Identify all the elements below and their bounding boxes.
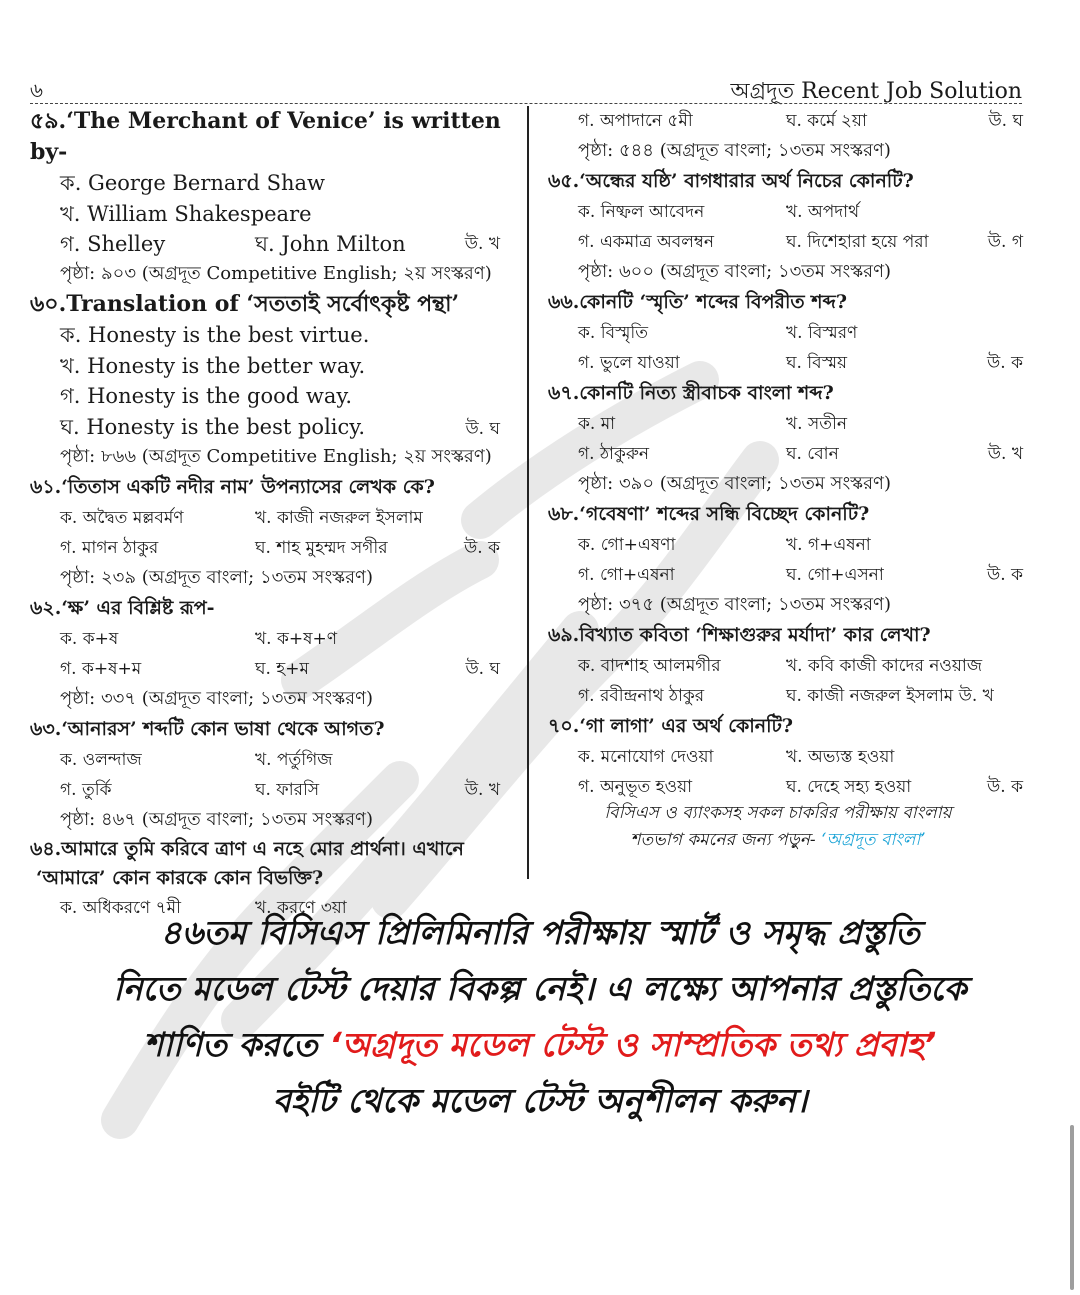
option: খ. কবি কাজী কাদের নওয়াজ [786, 656, 983, 676]
option-row [30, 775, 515, 805]
question-70 [548, 711, 1023, 802]
left-column [30, 106, 515, 923]
option: গ. অনুভূত হওয়া [578, 777, 693, 797]
option-row [548, 681, 1023, 711]
source-ref: পৃষ্ঠা: ৬০০ (অগ্রদূত বাংলা; ১৩তম সংস্করণ) [578, 261, 891, 282]
option-row [548, 772, 1023, 802]
answer: উ. ক [464, 538, 500, 558]
option: খ. সতীন [786, 414, 847, 434]
option-row [548, 651, 1023, 681]
answer: উ. খ [464, 780, 500, 800]
question-62 [30, 593, 515, 714]
question-59 [30, 106, 515, 289]
option-row [548, 530, 1023, 560]
option: খ. করণে ৩য়া [255, 898, 347, 918]
promo-line: ৪৬তম বিসিএস প্রিলিমিনারি পরীক্ষায় স্মার্ট ও সমৃদ্ধ প্রস্তুতি [160, 913, 920, 952]
book-note [548, 800, 1008, 854]
answer: উ. ক [987, 353, 1023, 373]
scrollbar[interactable] [1070, 1125, 1074, 1290]
question-text: ৬০.Translation of ‘সততাই সর্বোৎকৃষ্ট পন্থা’ [30, 291, 460, 317]
promo-line [70, 1017, 1010, 1073]
option: ক. গো+এষণা [578, 535, 676, 555]
question-text: ৬৮.‘গবেষণা’ শব্দের সন্ধি বিচ্ছেদ কোনটি? [548, 503, 870, 525]
option: ঘ. Honesty is the best policy. [60, 414, 366, 439]
option: ঘ. বোন [786, 444, 839, 464]
question-text-cont: ‘আমারে’ কোন কারকে কোন বিভক্তি? [36, 867, 324, 889]
option: ঘ. শাহ মুহম্মদ সগীর [255, 538, 388, 558]
answer: উ. খ [987, 444, 1023, 464]
option: ক. George Bernard Shaw [60, 171, 325, 195]
option-row [548, 742, 1023, 772]
option: খ. ক+ষ+ণ [255, 629, 338, 649]
option: ক. Honesty is the best virtue. [60, 323, 370, 347]
source-ref: পৃষ্ঠা: ৩৭৫ (অগ্রদূত বাংলা; ১৩তম সংস্করণ) [578, 594, 891, 615]
source-ref: পৃষ্ঠা: ৫৪৪ (অগ্রদূত বাংলা; ১৩তম সংস্করণ) [578, 140, 891, 161]
option-row [548, 560, 1023, 590]
option: ঘ. দিশেহারা হয়ে পরা [786, 232, 929, 252]
option: ক. মা [578, 414, 616, 434]
answer: উ. ঘ [988, 111, 1023, 131]
source-ref: পৃষ্ঠা: ৯০৩ (অগ্রদূত Competitive English; ২য় সংস্করণ) [60, 263, 492, 284]
question-text: ৬২.‘ক্ষ’ এর বিশ্লিষ্ট রূপ- [30, 597, 215, 619]
promo-line: বইটি থেকে মডেল টেস্ট অনুশীলন করুন। [272, 1081, 808, 1120]
right-column [548, 106, 1023, 802]
option: গ. ক+ষ+ম [60, 659, 142, 679]
option: ক. ক+ষ [60, 629, 119, 649]
note-book-title: ‘অগ্রদূত বাংলা’ [821, 830, 926, 850]
question-69 [548, 620, 1023, 711]
source-ref: পৃষ্ঠা: ৩৯০ (অগ্রদূত বাংলা; ১৩তম সংস্করণ) [578, 473, 891, 494]
option: খ. পর্তুগিজ [255, 750, 333, 770]
option-row [30, 533, 515, 563]
question-65 [548, 166, 1023, 287]
option-row [30, 229, 515, 259]
answer: উ. ঘ [465, 418, 500, 439]
option: ক. অদ্বৈত মল্লবর্মণ [60, 508, 184, 528]
option: ঘ. কাজী নজরুল ইসলাম উ. খ [786, 686, 994, 706]
question-text: ৬৭.কোনটি নিত্য স্ত্রীবাচক বাংলা শব্দ? [548, 382, 834, 404]
note-text: শতভাগ কমনের জন্য পড়ুন- [630, 830, 816, 850]
header-divider [30, 103, 1022, 104]
question-67 [548, 378, 1023, 499]
option: ক. ওলন্দাজ [60, 750, 142, 770]
option: গ. Shelley [60, 232, 166, 256]
option-row [30, 624, 515, 654]
source-ref: পৃষ্ঠা: ২৩৯ (অগ্রদূত বাংলা; ১৩তম সংস্করণ) [60, 567, 373, 588]
source-ref: পৃষ্ঠা: ৩৩৭ (অগ্রদূত বাংলা; ১৩তম সংস্করণ) [60, 688, 373, 709]
question-text: ৬৪.আমারে তুমি করিবে ত্রাণ এ নহে মোর প্রার্থনা। এখানে [30, 838, 464, 860]
option: গ. গো+এষনা [578, 565, 675, 585]
answer: উ. খ [464, 234, 500, 254]
promo-text: শাণিত করতে [143, 1025, 318, 1064]
promo-banner [70, 905, 1010, 1129]
option: ঘ. গো+এসনা [786, 565, 884, 585]
answer: উ. ক [987, 565, 1023, 585]
option: ঘ. দেহে সহ্য হওয়া [786, 777, 912, 797]
option: গ. ঠাকুরুন [578, 444, 650, 464]
option: ক. মনোযোগ দেওয়া [578, 747, 714, 767]
option: খ. বিস্মরণ [786, 323, 858, 343]
option-row [30, 503, 515, 533]
question-60 [30, 289, 515, 472]
question-text: ৬৩.‘আনারস’ শব্দটি কোন ভাষা থেকে আগত? [30, 718, 385, 740]
option-row [548, 409, 1023, 439]
option: খ. কাজী নজরুল ইসলাম [255, 508, 423, 528]
option: খ. অভ্যস্ত হওয়া [786, 747, 895, 767]
question-66 [548, 287, 1023, 378]
option-row [548, 106, 1023, 136]
option: গ. Honesty is the good way. [60, 384, 353, 408]
option-row [548, 439, 1023, 469]
option: খ. Honesty is the better way. [60, 353, 366, 378]
question-63 [30, 714, 515, 835]
option-row [30, 654, 515, 684]
question-text: ৬১.‘তিতাস একটি নদীর নাম’ উপন্যাসের লেখক কে? [30, 476, 435, 498]
option: ক. বিস্মৃতি [578, 323, 649, 343]
option: ক. নিষ্ফল আবেদন [578, 202, 705, 222]
question-text: ৫৯.‘The Merchant of Venice’ is written by- [30, 108, 501, 165]
option: গ. মাগন ঠাকুর [60, 538, 159, 558]
question-text: ৬৯.বিখ্যাত কবিতা ‘শিক্ষাগুরুর মর্যাদা’ কার লেখা? [548, 624, 931, 646]
option: ঘ. John Milton [255, 232, 406, 256]
column-divider [527, 106, 529, 879]
question-text: ৬৫.‘অন্ধের যষ্ঠি’ বাগধারার অর্থ নিচের কোনটি? [548, 170, 914, 192]
option: ক. অধিকরণে ৭মী [60, 898, 181, 918]
option: ঘ. হ+ম [255, 659, 309, 679]
option: গ. রবীন্দ্রনাথ ঠাকুর [578, 686, 705, 706]
question-68 [548, 499, 1023, 620]
option: খ. গ+এষনা [786, 535, 871, 555]
option: গ. অপাদানে ৫মী [578, 111, 693, 131]
option-row [548, 318, 1023, 348]
option-row [548, 197, 1023, 227]
option: ঘ. ফারসি [255, 780, 320, 800]
answer: উ. ঘ [465, 659, 500, 679]
answer: উ. গ [987, 232, 1023, 252]
page-number: ৬ [30, 78, 44, 102]
question-64-continued [548, 106, 1023, 166]
option: গ. তুর্কি [60, 780, 112, 800]
option: খ. William Shakespeare [60, 201, 312, 226]
answer: উ. ক [987, 777, 1023, 797]
note-line: বিসিএস ও ব্যাংকসহ সকল চাকরির পরীক্ষায় বাংলায় [604, 803, 952, 823]
question-text: ৬৬.কোনটি ‘স্মৃতি’ শব্দের বিপরীত শব্দ? [548, 291, 847, 313]
option-row [30, 745, 515, 775]
source-ref: পৃষ্ঠা: ৮৬৬ (অগ্রদূত Competitive English; ২য় সংস্করণ) [60, 446, 492, 467]
option: গ. ভুলে যাওয়া [578, 353, 680, 373]
header-title: অগ্রদূত Recent Job Solution [730, 79, 1022, 104]
option-with-answer [30, 412, 515, 443]
promo-book-title: ‘অগ্রদূত মডেল টেস্ট ও সাম্প্রতিক তথ্য প্রবাহ’ [329, 1025, 937, 1064]
question-text: ৭০.‘গা লাগা’ এর অর্থ কোনটি? [548, 715, 794, 737]
option: ক. বাদশাহ আলমগীর [578, 656, 721, 676]
note-line [548, 827, 1008, 854]
option-row [548, 227, 1023, 257]
option: ঘ. কর্মে ২য়া [786, 111, 867, 131]
option: গ. একমাত্র অবলম্বন [578, 232, 715, 252]
option-row [548, 348, 1023, 378]
source-ref: পৃষ্ঠা: ৪৬৭ (অগ্রদূত বাংলা; ১৩তম সংস্করণ) [60, 809, 373, 830]
option: ঘ. বিস্ময় [786, 353, 848, 373]
question-61 [30, 472, 515, 593]
option: খ. অপদার্থ [786, 202, 860, 222]
promo-line: নিতে মডেল টেস্ট দেয়ার বিকল্প নেই। এ লক্ষ্যে আপনার প্রস্তুতিকে [113, 969, 967, 1008]
